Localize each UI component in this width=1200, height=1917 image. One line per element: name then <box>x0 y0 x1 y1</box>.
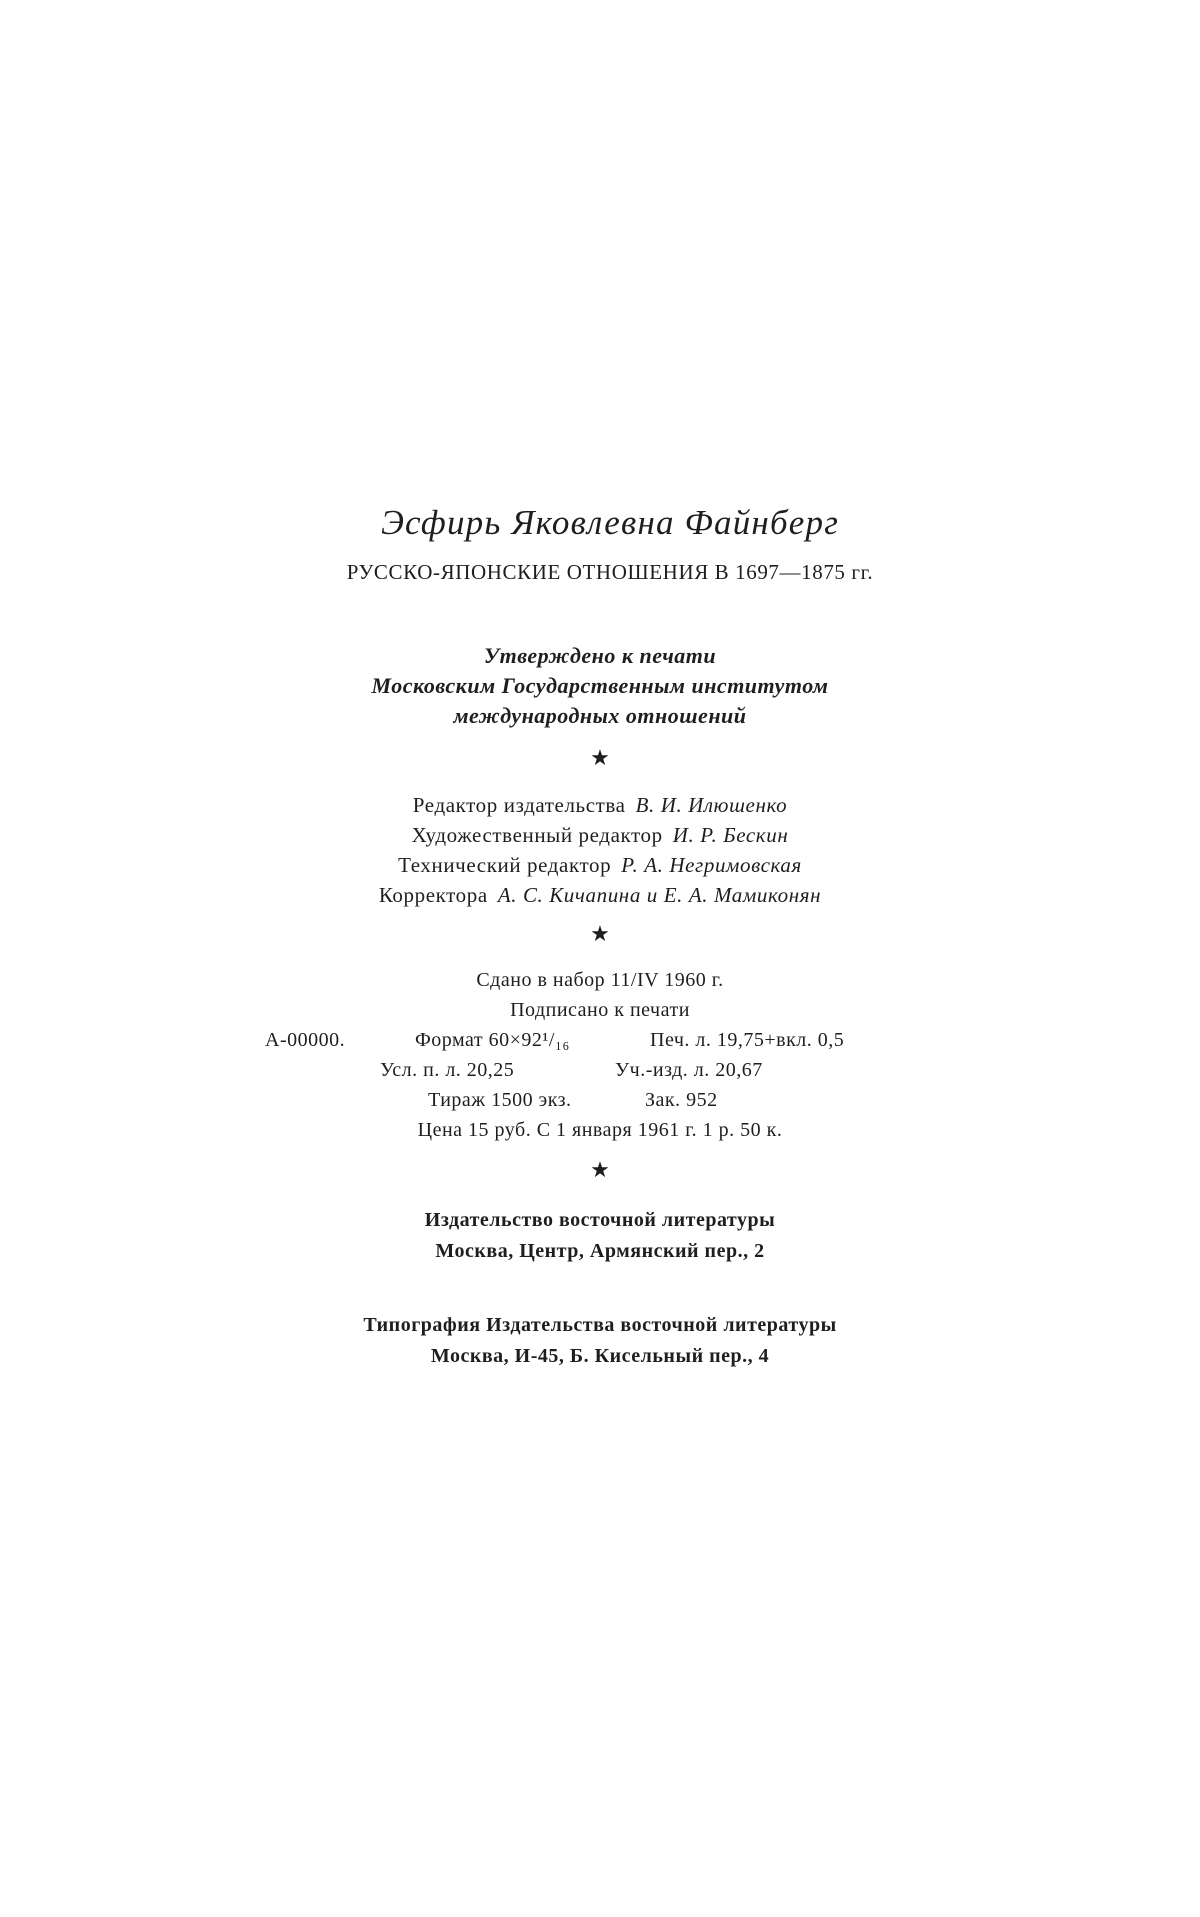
imprint-set-to-type: Сдано в набор 11/IV 1960 г. <box>476 969 724 991</box>
publisher-name: Издательство восточной литературы <box>424 1209 776 1231</box>
credit-technical-editor <box>0 855 1200 876</box>
separator-star-icon: ★ <box>590 1158 610 1183</box>
credit-role: Корректора <box>378 883 488 907</box>
credit-name: И. Р. Бескин <box>672 823 789 847</box>
separator-star-icon: ★ <box>590 922 610 947</box>
approval-line-2: Московским Государственным институтом <box>371 673 829 698</box>
printer-name: Типография Издательства восточной литературы <box>363 1314 837 1336</box>
imprint-order: Зак. 952 <box>645 1089 718 1111</box>
approval-line-3: международных отношений <box>453 703 747 728</box>
approval-line-1: Утверждено к печати <box>483 643 717 668</box>
author-name: Эсфирь Яковлевна Файнберг <box>380 503 840 542</box>
credit-name: Р. А. Негримовская <box>621 853 802 877</box>
imprint-cond-sheets: Усл. п. л. 20,25 <box>380 1059 515 1081</box>
publisher-address: Москва, Центр, Армянский пер., 2 <box>435 1240 765 1262</box>
separator-star-icon: ★ <box>590 746 610 771</box>
credit-name: В. И. Илюшенко <box>635 793 788 817</box>
imprint-format: Формат 60×92¹/₁₆ <box>415 1029 570 1051</box>
credit-art-editor <box>0 825 1200 846</box>
imprint-code: А-00000. <box>265 1029 346 1051</box>
credit-name: А. С. Кичапина и Е. А. Мамиконян <box>497 883 822 907</box>
credit-role: Редактор издательства <box>412 793 626 817</box>
imprint-print-run: Тираж 1500 экз. <box>428 1089 572 1111</box>
credit-role: Технический редактор <box>398 853 612 877</box>
book-title: РУССКО-ЯПОНСКИЕ ОТНОШЕНИЯ В 1697—1875 гг. <box>346 560 874 584</box>
credit-proofreaders <box>0 885 1200 906</box>
imprint-pub-sheets: Уч.-изд. л. 20,67 <box>615 1059 763 1081</box>
imprint-sheets: Печ. л. 19,75+вкл. 0,5 <box>650 1029 845 1051</box>
imprint-price: Цена 15 руб. С 1 января 1961 г. 1 р. 50 к. <box>417 1119 783 1141</box>
credit-publishing-editor <box>0 795 1200 816</box>
credit-role: Художественный редактор <box>411 823 663 847</box>
imprint-signed: Подписано к печати <box>510 999 690 1021</box>
printer-address: Москва, И-45, Б. Кисельный пер., 4 <box>430 1345 770 1367</box>
